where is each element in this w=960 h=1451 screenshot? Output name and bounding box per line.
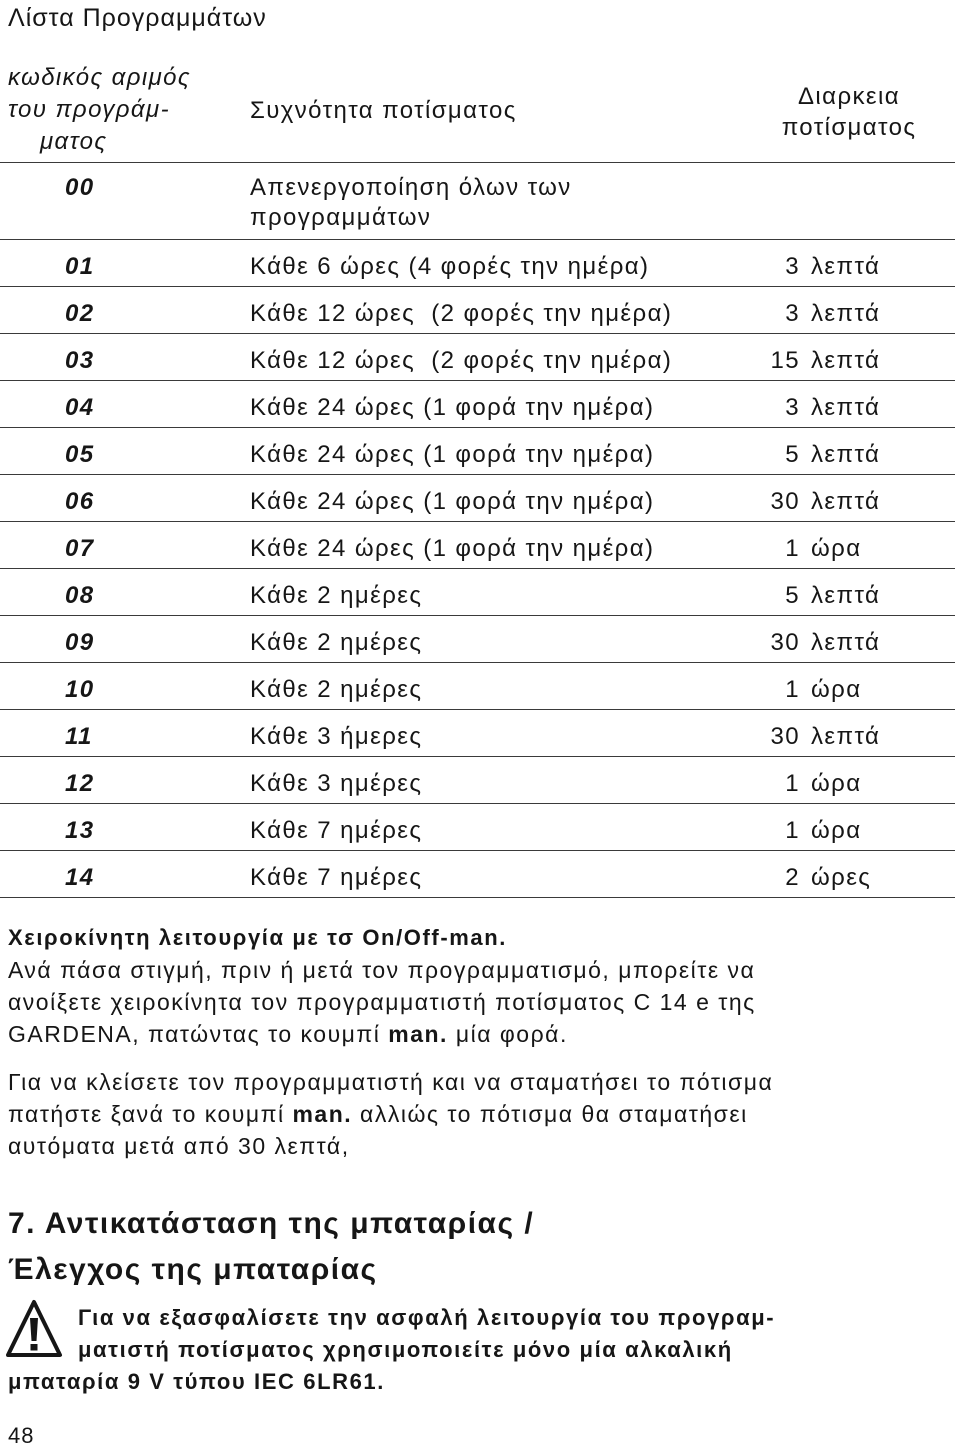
program-code: 14 (65, 864, 95, 891)
table-header (0, 60, 955, 163)
manual-operation-section (8, 922, 773, 1162)
program-frequency: Κάθε 6 ώρες (4 φορές την ημέρα) (250, 253, 650, 280)
heading-line: 7. Αντικατάσταση της μπαταρίας / (8, 1207, 535, 1240)
duration-unit: ώρες (811, 864, 872, 891)
table-row (0, 757, 955, 804)
heading-line: Έλεγχος της μπαταρίας (8, 1253, 378, 1286)
program-frequency (250, 173, 572, 233)
program-frequency: Κάθε 24 ώρες (1 φορά την ημέρα) (250, 394, 655, 421)
table-row (0, 287, 955, 334)
table-row (0, 804, 955, 851)
paragraph-line: Ανά πάσα στιγμή, πριν ή μετά τον προγραμματισμό, μπορείτε να (8, 957, 756, 983)
program-code: 01 (65, 253, 95, 280)
table-row (0, 240, 955, 287)
program-code: 06 (65, 488, 95, 515)
duration-value: 2 (785, 864, 800, 891)
program-frequency: Κάθε 2 ημέρες (250, 582, 423, 609)
program-code: 11 (65, 723, 93, 750)
program-frequency: Κάθε 7 ημέρες (250, 817, 423, 844)
frequency-line: προγραμμάτων (250, 204, 432, 231)
duration-value: 1 (785, 770, 800, 797)
program-frequency: Κάθε 12 ώρες (2 φορές την ημέρα) (250, 347, 673, 374)
paragraph-line: αυτόματα μετά από 30 λεπτά, (8, 1133, 350, 1159)
program-frequency: Κάθε 24 ώρες (1 φορά την ημέρα) (250, 488, 655, 515)
program-code: 05 (65, 441, 95, 468)
program-code: 04 (65, 394, 95, 421)
header-code-line: του προγράμ- (8, 96, 170, 123)
table-row (0, 428, 955, 475)
program-code: 00 (65, 174, 95, 201)
table-row (0, 475, 955, 522)
paragraph-line (8, 1098, 773, 1130)
page-number: 48 (8, 1423, 35, 1448)
text-run: πατήστε ξανά το κουμπί (8, 1101, 293, 1127)
duration-unit: λεπτά (811, 300, 881, 327)
table-row (0, 663, 955, 710)
duration-unit: λεπτά (811, 394, 881, 421)
table-row (0, 334, 955, 381)
header-duration-line: ποτίσματος (781, 114, 917, 141)
man-button-label: man. (292, 1101, 353, 1127)
program-code: 02 (65, 300, 95, 327)
header-code-line: κωδικός αριμός (8, 64, 191, 91)
header-frequency: Συχνότητα ποτίσματος (250, 97, 517, 124)
table-row (0, 522, 955, 569)
program-code: 13 (65, 817, 95, 844)
duration-unit: λεπτά (811, 441, 881, 468)
table-row (0, 851, 955, 898)
manual-operation-heading: Χειροκίνητη λειτουργία με τσ On/Off-man. (8, 925, 508, 950)
header-duration (759, 81, 939, 143)
battery-section-heading (8, 1201, 534, 1293)
program-code: 03 (65, 347, 95, 374)
duration-value: 5 (785, 441, 800, 468)
duration-value: 30 (770, 723, 800, 750)
program-frequency: Κάθε 24 ώρες (1 φορά την ημέρα) (250, 535, 655, 562)
duration-unit: λεπτά (811, 723, 881, 750)
paragraph-line (8, 1018, 773, 1050)
text-run: μία φορά. (447, 1021, 568, 1047)
warning-line: Για να εξασφαλίσετε την ασφαλή λειτουργία του προγραμ- (78, 1305, 776, 1330)
duration-unit: λεπτά (811, 582, 881, 609)
program-code: 07 (65, 535, 95, 562)
duration-value: 15 (770, 347, 800, 374)
duration-value: 30 (770, 629, 800, 656)
text-run: αλλιώς το πότισμα θα σταματήσει (352, 1101, 748, 1127)
duration-value: 3 (785, 394, 800, 421)
duration-unit: λεπτά (811, 253, 881, 280)
program-frequency: Κάθε 3 ημέρες (250, 770, 423, 797)
program-table (0, 60, 955, 898)
page-title: Λίστα Προγραμμάτων (8, 4, 267, 32)
program-code: 10 (65, 676, 95, 703)
table-row (0, 616, 955, 663)
duration-value: 3 (785, 253, 800, 280)
warning-line: μπαταρία 9 V τύπου IEC 6LR61. (8, 1369, 385, 1394)
frequency-line: Απενεργοποίηση όλων των (250, 174, 572, 201)
header-code-line: ματος (40, 128, 108, 155)
duration-value: 30 (770, 488, 800, 515)
table-row (0, 569, 955, 616)
program-frequency: Κάθε 12 ώρες (2 φορές την ημέρα) (250, 300, 673, 327)
duration-unit: λεπτά (811, 488, 881, 515)
program-frequency: Κάθε 2 ημέρες (250, 676, 423, 703)
program-code: 09 (65, 629, 95, 656)
duration-unit: λεπτά (811, 347, 881, 374)
program-frequency: Κάθε 24 ώρες (1 φορά την ημέρα) (250, 441, 655, 468)
manual-paragraph-open (8, 954, 773, 1050)
program-code: 12 (65, 770, 95, 797)
duration-unit: λεπτά (811, 629, 881, 656)
paragraph-line: Για να κλείσετε τον προγραμματιστή και να σταματήσει το πότισμα (8, 1069, 774, 1095)
duration-value: 1 (785, 676, 800, 703)
program-frequency: Κάθε 3 ήμερες (250, 723, 423, 750)
program-code: 08 (65, 582, 95, 609)
duration-unit: ώρα (811, 535, 862, 562)
header-program-code (8, 62, 191, 158)
table-row (0, 710, 955, 757)
duration-unit: ώρα (811, 817, 862, 844)
duration-value: 1 (785, 535, 800, 562)
header-duration-line: Διαρκεια (798, 83, 900, 110)
warning-line: ματιστή ποτίσματος χρησιμοποιείτε μόνο μία αλκαλική (78, 1337, 733, 1362)
paragraph-line: ανοίξετε χειροκίνητα τον προγραμματιστή ποτίσματος C 14 e της (8, 989, 756, 1015)
duration-unit: ώρα (811, 770, 862, 797)
program-frequency: Κάθε 2 ημέρες (250, 629, 423, 656)
battery-warning-text (8, 1302, 775, 1398)
table-row (0, 381, 955, 428)
duration-unit: ώρα (811, 676, 862, 703)
duration-value: 1 (785, 817, 800, 844)
program-frequency: Κάθε 7 ημέρες (250, 864, 423, 891)
manual-paragraph-close (8, 1066, 773, 1162)
man-button-label: man. (388, 1021, 448, 1047)
duration-value: 5 (785, 582, 800, 609)
table-row (0, 163, 955, 240)
duration-value: 3 (785, 300, 800, 327)
text-run: GARDENA, πατώντας το κουμπί (8, 1021, 389, 1047)
